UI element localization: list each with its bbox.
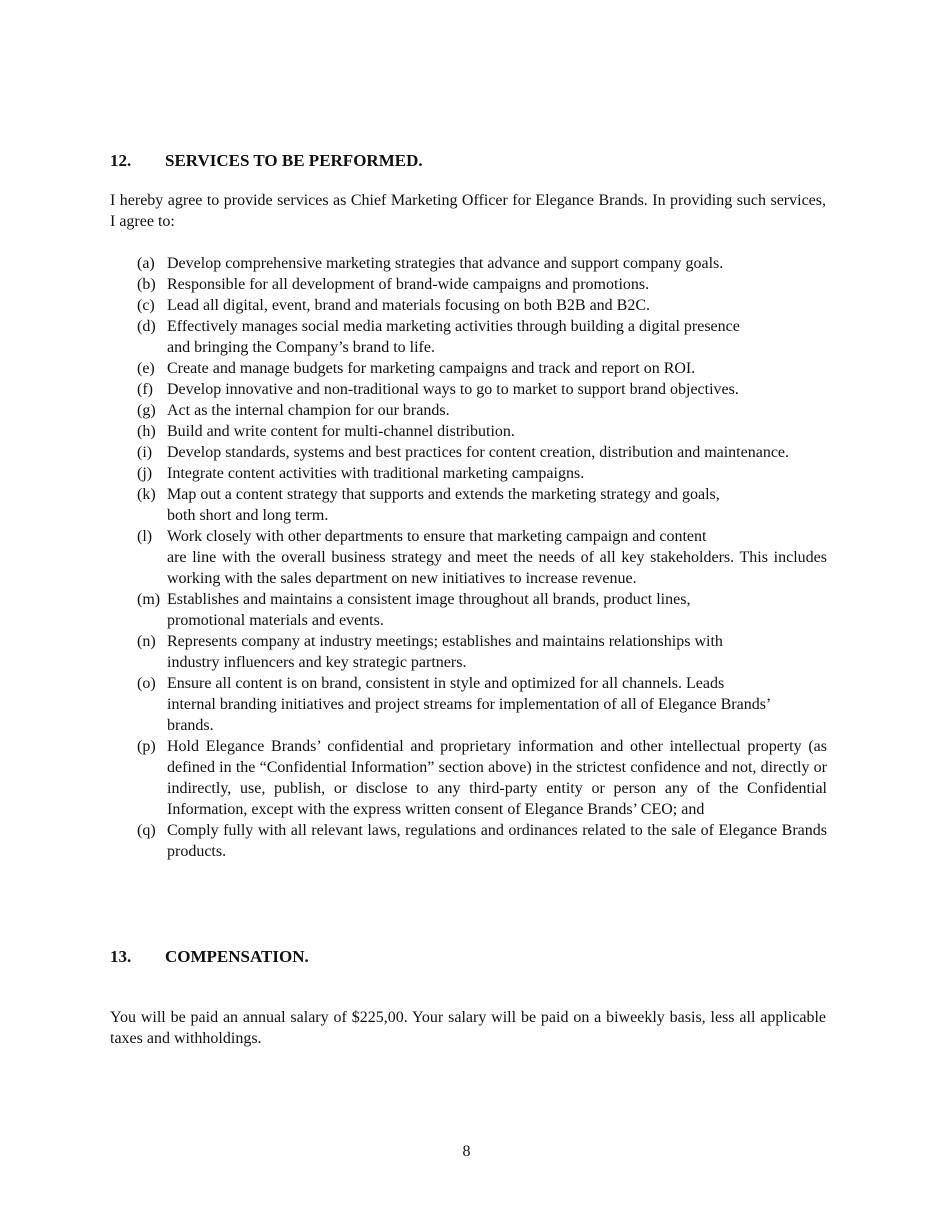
list-item-text bbox=[167, 421, 827, 442]
list-item bbox=[137, 736, 827, 820]
list-item-line: internal branding initiatives and project streams for implementation of all of Elegance Brands’ bbox=[167, 696, 772, 713]
list-item-line: Effectively manages social media marketing activities through building a digital presence bbox=[167, 318, 740, 335]
list-item-paragraph: Comply fully with all relevant laws, regulations and ordinances related to the sale of Elegance Brands products. bbox=[167, 822, 827, 860]
list-item-text bbox=[167, 526, 827, 589]
list-item-label: (d) bbox=[137, 318, 156, 335]
list-item-text bbox=[167, 631, 827, 673]
list-item-line: Work closely with other departments to ensure that marketing campaign and content bbox=[167, 528, 707, 545]
list-item-label: (o) bbox=[137, 675, 156, 692]
list-item bbox=[137, 463, 827, 484]
list-item-text bbox=[167, 358, 827, 379]
list-item-line: Map out a content strategy that supports and extends the marketing strategy and goals, bbox=[167, 486, 720, 503]
list-item bbox=[137, 421, 827, 442]
list-item-line: Act as the internal champion for our brands. bbox=[167, 402, 450, 419]
list-item-line: and bringing the Company’s brand to life. bbox=[167, 339, 435, 356]
list-item-line: Create and manage budgets for marketing campaigns and track and report on ROI. bbox=[167, 360, 696, 377]
list-item-label: (g) bbox=[137, 402, 156, 419]
list-item bbox=[137, 274, 827, 295]
list-item-text bbox=[167, 400, 827, 421]
list-item-line: brands. bbox=[167, 717, 214, 734]
list-item-line: Establishes and maintains a consistent image throughout all brands, product lines, bbox=[167, 591, 691, 608]
list-item-line: Develop innovative and non-traditional ways to go to market to support brand objectives. bbox=[167, 381, 739, 398]
list-item-label: (a) bbox=[137, 255, 155, 272]
section-13-heading bbox=[110, 946, 309, 968]
services-list bbox=[137, 253, 827, 862]
list-item bbox=[137, 820, 827, 862]
compensation-body: You will be paid an annual salary of $225,00. Your salary will be paid on a biweekly basis, less all applicable taxes and withholdings. bbox=[110, 1009, 826, 1047]
list-item-text bbox=[167, 316, 827, 358]
list-item-line: Build and write content for multi-channel distribution. bbox=[167, 423, 515, 440]
list-item-label: (n) bbox=[137, 633, 156, 650]
list-item-line: Lead all digital, event, brand and materials focusing on both B2B and B2C. bbox=[167, 297, 651, 314]
list-item-label: (k) bbox=[137, 486, 156, 503]
list-item-label: (j) bbox=[137, 465, 153, 482]
list-item-label: (c) bbox=[137, 297, 155, 314]
list-item-text bbox=[167, 820, 827, 862]
list-item-paragraph: are line with the overall business strategy and meet the needs of all key stakeholders. This includes working with the sales department on new initiatives to increase revenue. bbox=[167, 549, 827, 587]
list-item bbox=[137, 526, 827, 589]
section-12-intro: I hereby agree to provide services as Chief Marketing Officer for Elegance Brands. In providing such services, I agree to: bbox=[110, 192, 826, 230]
list-item-line: both short and long term. bbox=[167, 507, 329, 524]
list-item-line: Represents company at industry meetings; establishes and maintains relationships with bbox=[167, 633, 723, 650]
list-item-label: (m) bbox=[137, 591, 161, 608]
list-item bbox=[137, 484, 827, 526]
list-item-text bbox=[167, 274, 827, 295]
list-item bbox=[137, 631, 827, 673]
list-item-line: Develop comprehensive marketing strategies that advance and support company goals. bbox=[167, 255, 724, 272]
list-item-line: industry influencers and key strategic partners. bbox=[167, 654, 467, 671]
list-item-text bbox=[167, 589, 827, 631]
list-item-line: promotional materials and events. bbox=[167, 612, 384, 629]
list-item bbox=[137, 253, 827, 274]
list-item-label: (l) bbox=[137, 528, 153, 545]
list-item-label: (h) bbox=[137, 423, 156, 440]
list-item bbox=[137, 442, 827, 463]
list-item-text bbox=[167, 442, 827, 463]
list-item bbox=[137, 589, 827, 631]
list-item bbox=[137, 379, 827, 400]
list-item-line: Ensure all content is on brand, consistent in style and optimized for all channels. Leads bbox=[167, 675, 725, 692]
list-item bbox=[137, 358, 827, 379]
list-item-paragraph: Hold Elegance Brands’ confidential and proprietary information and other intellectual property (as defined in the “Confidential Information” section above) in the strictest confidence and not, directly or indirectly, use, publish, or disclose to any third-party entity or person any of the Confidential Information, except with the express written consent of Elegance Brands’ CEO; and bbox=[167, 738, 827, 818]
list-item-paragraph: Develop standards, systems and best practices for content creation, distribution and maintenance. bbox=[167, 444, 790, 461]
list-item bbox=[137, 316, 827, 358]
section-12-number: 12. bbox=[110, 151, 132, 170]
list-item-label: (p) bbox=[137, 738, 156, 755]
list-item-label: (e) bbox=[137, 360, 155, 377]
list-item bbox=[137, 673, 827, 736]
list-item-text bbox=[167, 673, 827, 736]
list-item-line: Integrate content activities with traditional marketing campaigns. bbox=[167, 465, 585, 482]
section-13-number: 13. bbox=[110, 947, 132, 966]
list-item-text bbox=[167, 253, 827, 274]
list-item bbox=[137, 400, 827, 421]
list-item-label: (q) bbox=[137, 822, 156, 839]
section-13-title: COMPENSATION. bbox=[165, 947, 309, 966]
list-item-line: Responsible for all development of brand-wide campaigns and promotions. bbox=[167, 276, 650, 293]
list-item bbox=[137, 295, 827, 316]
page-number: 8 bbox=[462, 1143, 471, 1160]
list-item-text bbox=[167, 484, 827, 526]
list-item-label: (f) bbox=[137, 381, 153, 398]
list-item-text bbox=[167, 295, 827, 316]
section-12-heading bbox=[110, 150, 423, 172]
list-item-text bbox=[167, 379, 827, 400]
list-item-label: (i) bbox=[137, 444, 153, 461]
list-item-text bbox=[167, 736, 827, 820]
list-item-text bbox=[167, 463, 827, 484]
section-12-title: SERVICES TO BE PERFORMED. bbox=[165, 151, 423, 170]
list-item-label: (b) bbox=[137, 276, 156, 293]
